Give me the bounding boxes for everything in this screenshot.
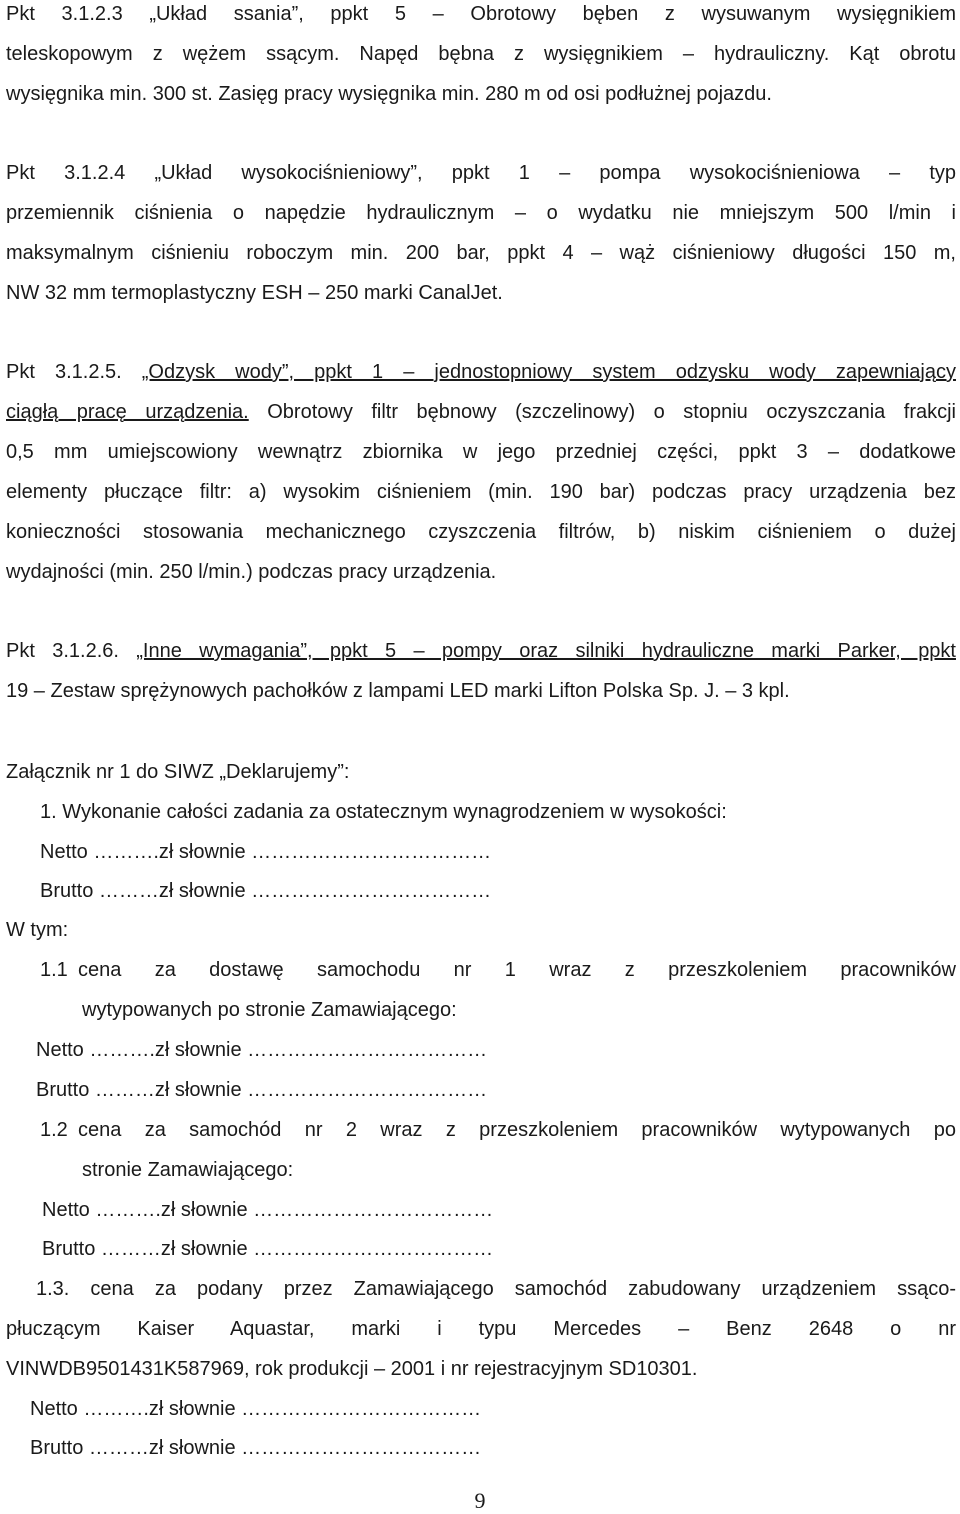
item-1-1-brutto: Brutto ………zł słownie ……………………………… bbox=[36, 1079, 488, 1101]
annex-w-tym: W tym: bbox=[6, 919, 69, 941]
paragraph-4-number: Pkt 3.1.2.6. bbox=[6, 640, 137, 662]
paragraph-1-line-1: Pkt 3.1.2.3 „Układ ssania”, ppkt 5 – Obrotowy bęben z wysuwanym wysięgnikiem bbox=[6, 3, 956, 25]
paragraph-3-line-3: 0,5 mm umiejscowiony wewnątrz zbiornika w jego przedniej części, ppkt 3 – dodatkowe bbox=[6, 441, 956, 463]
item-1-3-line-3: VINWDB9501431K587969, rok produkcji – 2001 i nr rejestracyjnym SD10301. bbox=[6, 1358, 698, 1380]
paragraph-3-line-5: konieczności stosowania mechanicznego czyszczenia filtrów, b) niskim ciśnieniem o dużej bbox=[6, 521, 956, 543]
paragraph-1-line-2: teleskopowym z wężem ssącym. Napęd bębna z wysięgnikiem – hydrauliczny. Kąt obrotu bbox=[6, 43, 956, 65]
paragraph-3-line-1 bbox=[6, 360, 956, 384]
item-1-3-brutto: Brutto ………zł słownie ……………………………… bbox=[30, 1437, 482, 1459]
paragraph-3-line-4: elementy płuczące filtr: a) wysokim ciśnieniem (min. 190 bar) podczas pracy urządzenia bez bbox=[6, 481, 956, 503]
item-1-1-netto: Netto ……….zł słownie ……………………………… bbox=[36, 1039, 488, 1061]
paragraph-3-line-6: wydajności (min. 250 l/min.) podczas pracy urządzenia. bbox=[6, 561, 497, 583]
paragraph-4-line-1 bbox=[6, 639, 956, 663]
annex-title: Załącznik nr 1 do SIWZ „Deklarujemy”: bbox=[6, 761, 350, 783]
paragraph-3-heading-cont: ciągłą pracę urządzenia. bbox=[6, 401, 249, 423]
item-1-1-number: 1.1 bbox=[40, 959, 68, 981]
paragraph-2-line-3: maksymalnym ciśnieniu roboczym min. 200 bar, ppkt 4 – wąż ciśnieniowy długości 150 m, bbox=[6, 242, 956, 264]
paragraph-2-line-2: przemiennik ciśnienia o napędzie hydraulicznym – o wydatku nie mniejszym 500 l/min i bbox=[6, 202, 956, 224]
item-1-3-line-1: 1.3. cena za podany przez Zamawiającego samochód zabudowany urządzeniem ssąco- bbox=[36, 1278, 956, 1300]
item-1-2-number: 1.2 bbox=[40, 1119, 68, 1141]
page-number: 9 bbox=[474, 1488, 486, 1513]
item-1-2-line-1: cena za samochód nr 2 wraz z przeszkoleniem pracowników wytypowanych po bbox=[78, 1119, 956, 1141]
paragraph-3-heading: „Odzysk wody”, ppkt 1 – jednostopniowy system odzysku wody zapewniający bbox=[141, 361, 956, 383]
paragraph-4-heading: „Inne wymagania”, ppkt 5 – pompy oraz silniki hydrauliczne marki Parker, ppkt bbox=[136, 640, 956, 662]
annex-brutto: Brutto ………zł słownie ……………………………… bbox=[40, 880, 492, 902]
item-1-3-netto: Netto ……….zł słownie ……………………………… bbox=[30, 1398, 482, 1420]
annex-netto: Netto ……….zł słownie ……………………………… bbox=[40, 841, 492, 863]
paragraph-3-line-2-text: Obrotowy filtr bębnowy (szczelinowy) o stopniu oczyszczania frakcji bbox=[248, 401, 957, 423]
item-1-1-line-1: cena za dostawę samochodu nr 1 wraz z przeszkoleniem pracowników bbox=[78, 959, 956, 981]
item-1-2-netto: Netto ……….zł słownie ……………………………… bbox=[42, 1199, 494, 1221]
paragraph-1-line-3: wysięgnika min. 300 st. Zasięg pracy wysięgnika min. 280 m od osi podłużnej pojazdu. bbox=[6, 83, 772, 105]
paragraph-3-line-2 bbox=[6, 400, 956, 424]
annex-item-1: 1. Wykonanie całości zadania za ostatecznym wynagrodzeniem w wysokości: bbox=[40, 801, 727, 823]
item-1-2-brutto: Brutto ………zł słownie ……………………………… bbox=[42, 1238, 494, 1260]
paragraph-2-line-4: NW 32 mm termoplastyczny ESH – 250 marki CanalJet. bbox=[6, 282, 503, 304]
item-1-2-line-2: stronie Zamawiającego: bbox=[82, 1159, 294, 1181]
paragraph-3-number: Pkt 3.1.2.5. bbox=[6, 361, 142, 383]
item-1-1-line-2: wytypowanych po stronie Zamawiającego: bbox=[82, 999, 457, 1021]
paragraph-4-line-2: 19 – Zestaw sprężynowych pachołków z lampami LED marki Lifton Polska Sp. J. – 3 kpl. bbox=[6, 680, 790, 702]
item-1-3-line-2: płuczącym Kaiser Aquastar, marki i typu Mercedes – Benz 2648 o nr bbox=[6, 1318, 956, 1340]
paragraph-2-line-1: Pkt 3.1.2.4 „Układ wysokociśnieniowy”, ppkt 1 – pompa wysokociśnieniowa – typ bbox=[6, 162, 956, 184]
